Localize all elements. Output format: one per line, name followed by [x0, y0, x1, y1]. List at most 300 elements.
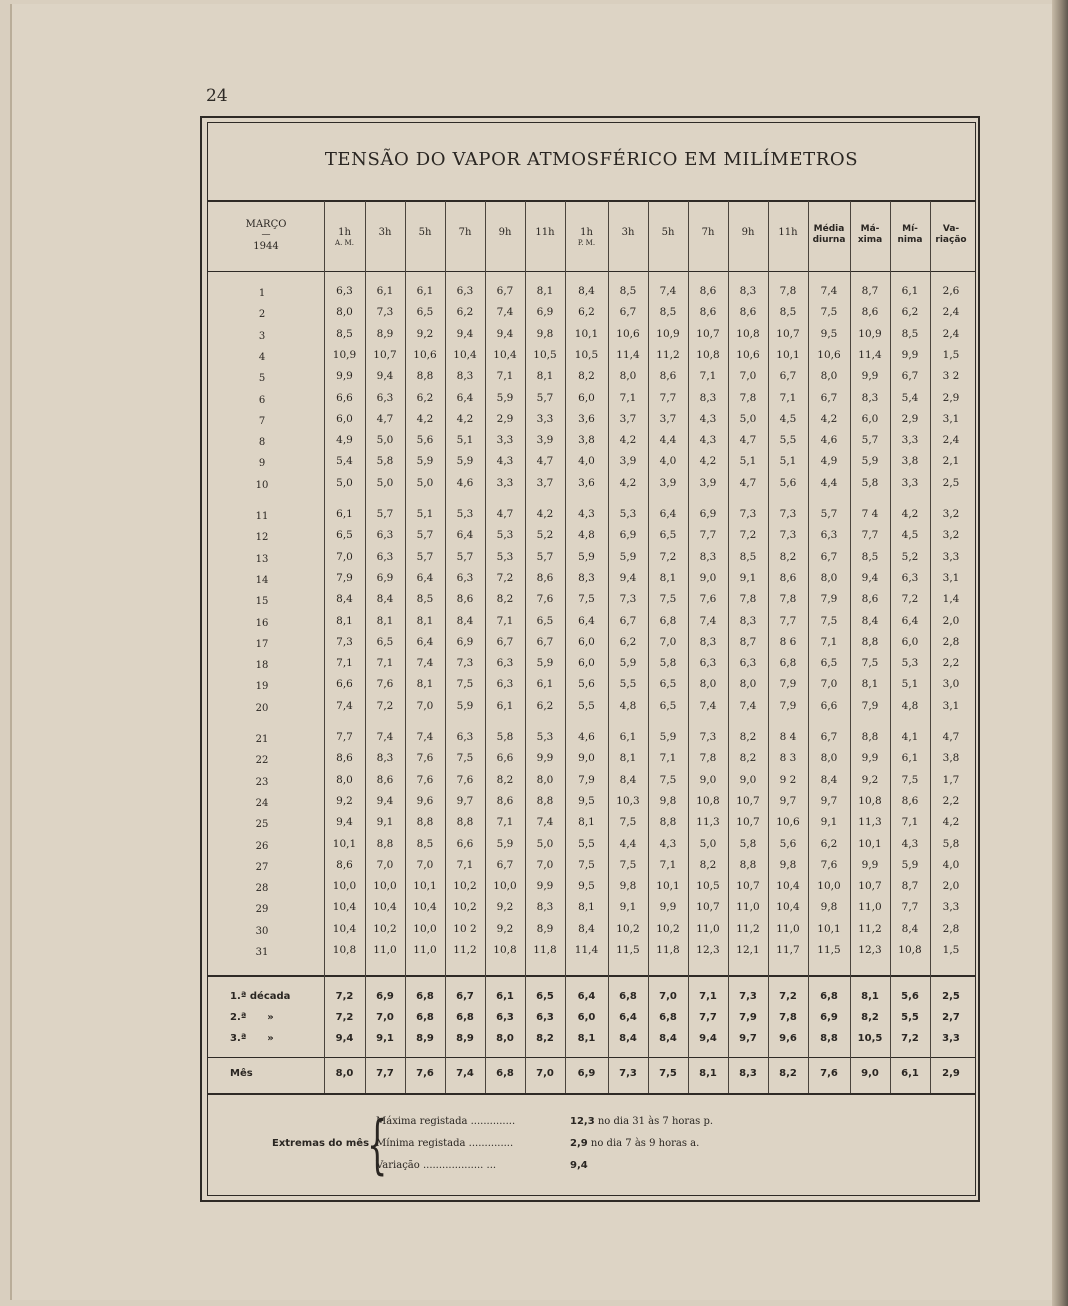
- table-cell: 2,1: [942, 455, 960, 468]
- table-cell: 6,4: [901, 614, 919, 627]
- table-cell: 5,9: [578, 550, 595, 563]
- table-cell: 9,4: [496, 327, 514, 340]
- table-cell: 7,8: [779, 593, 797, 606]
- table-cell: 3,6: [578, 412, 595, 425]
- table-cell: 10,4: [493, 348, 517, 361]
- summary-label: 2.ª »: [230, 1012, 274, 1023]
- row-day-label: 15: [255, 596, 269, 608]
- table-cell: 7,4: [820, 285, 838, 297]
- table-cell: 8,1: [336, 614, 353, 627]
- table-cell: 10,7: [776, 327, 800, 340]
- table-cell: 8,3: [739, 285, 757, 297]
- table-cell: 9,8: [779, 858, 797, 871]
- table-cell: 6,7: [901, 370, 919, 383]
- summary-cell: 9,7: [739, 1033, 757, 1044]
- table-cell: 9,2: [861, 773, 879, 786]
- table-cell: 7,1: [901, 816, 919, 829]
- table-cell: 3,3: [942, 550, 960, 563]
- table-cell: 8,8: [416, 816, 434, 829]
- table-cell: 11,4: [858, 348, 882, 361]
- table-cell: 10,9: [332, 348, 357, 361]
- table-cell: 7,4: [739, 699, 757, 712]
- table-cell: 8,1: [536, 285, 554, 297]
- table-cell: 8,1: [578, 816, 595, 829]
- table-cell: 1,7: [942, 773, 960, 786]
- table-cell: 4,6: [578, 731, 595, 743]
- table-cell: 10,8: [898, 944, 922, 956]
- summary-cell: 6,4: [577, 991, 596, 1002]
- header-col-7-sub: P. M.: [577, 239, 596, 247]
- table-cell: 6,7: [779, 370, 797, 383]
- table-cell: 8,0: [619, 370, 637, 383]
- table-cell: 4,4: [820, 476, 838, 489]
- table-cell: 10,4: [776, 880, 800, 893]
- table-cell: 5,3: [901, 657, 919, 670]
- table-cell: 6,7: [536, 635, 554, 648]
- table-cell: 9,6: [416, 794, 434, 807]
- table-cell: 6,9: [536, 306, 554, 319]
- table-cell: 7,0: [416, 699, 434, 712]
- table-cell: 8,2: [496, 773, 514, 786]
- table-cell: 5,7: [536, 391, 554, 404]
- table-cell: 7,0: [536, 858, 554, 871]
- table-cell: 6,1: [336, 508, 353, 520]
- table-cell: 8,4: [619, 773, 637, 786]
- table-cell: 2,9: [496, 412, 514, 425]
- table-cell: 10,0: [817, 880, 841, 893]
- table-cell: 8,1: [619, 752, 637, 765]
- table-cell: 10,0: [413, 922, 437, 935]
- row-day-label: 3: [258, 330, 266, 342]
- summary-label: Mês: [230, 1068, 253, 1079]
- table-cell: 10,5: [574, 348, 599, 361]
- table-cell: 8,3: [578, 571, 595, 584]
- row-day-label: 19: [255, 681, 269, 693]
- extremes-label: Variação ................... ...: [376, 1160, 497, 1171]
- table-cell: 2,5: [942, 476, 960, 489]
- table-cell: 4,5: [779, 412, 797, 425]
- table-cell: 9,2: [336, 794, 353, 807]
- summary-cell: 6,9: [577, 1068, 596, 1079]
- table-cell: 11,0: [373, 944, 397, 956]
- table-cell: 9,5: [820, 327, 838, 340]
- table-cell: 8,3: [376, 752, 394, 765]
- table-cell: 9,9: [659, 901, 677, 914]
- table-cell: 7,1: [496, 816, 514, 829]
- table-cell: 3,3: [496, 434, 514, 447]
- table-cell: 4,2: [619, 434, 637, 447]
- table-cell: 8,7: [861, 285, 879, 297]
- table-cell: 8,0: [739, 678, 757, 691]
- table-cell: 4,7: [739, 476, 757, 489]
- table-cell: 7,5: [659, 593, 677, 606]
- table-cell: 7,2: [739, 529, 757, 542]
- table-cell: 9,4: [619, 571, 637, 584]
- table-cell: 8,4: [336, 593, 353, 606]
- table-cell: 11,0: [776, 922, 800, 935]
- table-cell: 5,5: [578, 837, 595, 850]
- table-cell: 8,5: [659, 306, 677, 319]
- table-cell: 7,6: [456, 773, 474, 786]
- table-cell: 6,3: [739, 657, 757, 670]
- table-cell: 5,1: [416, 508, 434, 520]
- table-cell: 6,5: [416, 306, 434, 319]
- summary-cell: 6,9: [820, 1012, 838, 1023]
- table-cell: 10,4: [332, 901, 357, 914]
- table-cell: 4,0: [942, 858, 960, 871]
- table-cell: 9 2: [779, 773, 797, 786]
- row-day-label: 24: [255, 797, 269, 809]
- table-cell: 5,3: [619, 508, 637, 520]
- table-cell: 5,3: [536, 731, 554, 743]
- table-cell: 9,5: [578, 794, 595, 807]
- table-cell: 6,3: [336, 285, 353, 297]
- summary-cell: 7,7: [376, 1068, 394, 1079]
- header-col-1-sub: A. M.: [335, 239, 354, 247]
- table-cell: 8,6: [861, 593, 879, 606]
- table-cell: 8,5: [416, 837, 434, 850]
- table-cell: 4,8: [619, 699, 637, 712]
- summary-cell: 8,4: [659, 1033, 677, 1044]
- table-cell: 9,7: [456, 794, 474, 807]
- table-cell: 5,1: [901, 678, 919, 691]
- table-cell: 11,4: [574, 944, 599, 956]
- table-cell: 5,1: [779, 455, 797, 468]
- table-cell: 5,9: [416, 455, 434, 468]
- table-cell: 3,9: [536, 434, 554, 447]
- row-day-label: 25: [255, 819, 269, 831]
- table-cell: 4,7: [496, 508, 514, 520]
- table-cell: 5,9: [619, 657, 637, 670]
- table-cell: 5,7: [820, 508, 838, 520]
- table-title: TENSÃO DO VAPOR ATMOSFÉRICO EM MILÍMETROS: [324, 149, 859, 170]
- table-cell: 6,2: [619, 635, 637, 648]
- table-cell: 3,9: [619, 455, 637, 468]
- table-cell: 8,5: [619, 285, 637, 297]
- table-cell: 9,7: [779, 794, 797, 807]
- summary-cell: 6,1: [496, 991, 514, 1002]
- header-dash: —: [261, 230, 271, 240]
- table-cell: 8,0: [820, 370, 838, 383]
- table-cell: 8,6: [901, 794, 919, 807]
- table-cell: 5,8: [739, 837, 757, 850]
- header-col-8-main: 3h: [621, 227, 635, 238]
- table-cell: 6,9: [619, 529, 637, 542]
- table-cell: 4,4: [659, 434, 677, 447]
- table-cell: 9,9: [901, 348, 919, 361]
- table-cell: 10,9: [656, 327, 680, 340]
- table-cell: 6,0: [336, 412, 353, 425]
- table-cell: 7,1: [820, 635, 838, 648]
- row-day-label: 20: [255, 702, 269, 714]
- table-cell: 7,4: [376, 731, 394, 743]
- table-cell: 6,5: [820, 657, 838, 670]
- table-cell: 11,5: [616, 944, 640, 956]
- table-cell: 11,3: [858, 816, 882, 829]
- table-cell: 12,3: [696, 944, 720, 956]
- summary-cell: 7,3: [739, 991, 757, 1002]
- table-cell: 8,8: [456, 816, 474, 829]
- table-cell: 10,0: [493, 880, 517, 893]
- book-binding: [1052, 0, 1068, 1306]
- row-day-label: 5: [258, 373, 266, 385]
- table-cell: 5,1: [739, 455, 757, 468]
- summary-cell: 9,1: [376, 1033, 394, 1044]
- table-cell: 8,6: [336, 752, 353, 765]
- table-cell: 4,6: [820, 434, 838, 447]
- table-cell: 6,3: [376, 550, 394, 563]
- table-cell: 7,2: [901, 593, 919, 606]
- table-cell: 2,4: [942, 306, 960, 319]
- table-cell: 10,8: [696, 794, 720, 807]
- table-cell: 6,3: [496, 678, 514, 691]
- table-cell: 10,8: [696, 348, 720, 361]
- table-cell: 8,5: [901, 327, 919, 340]
- table-cell: 6,6: [336, 678, 353, 691]
- table-cell: 10,2: [373, 922, 397, 935]
- table-cell: 6,7: [496, 858, 514, 871]
- table-cell: 11,3: [696, 816, 720, 829]
- table-cell: 5,7: [416, 529, 434, 542]
- table-cell: 9,8: [536, 327, 554, 340]
- table-cell: 7,5: [456, 752, 474, 765]
- summary-cell: 6,8: [416, 1012, 434, 1023]
- table-cell: 2,0: [942, 880, 960, 893]
- table-cell: 10,5: [533, 348, 557, 361]
- table-cell: 11,8: [533, 944, 557, 956]
- table-cell: 2,0: [942, 614, 960, 627]
- table-cell: 5,8: [942, 837, 960, 850]
- table-cell: 6,0: [578, 391, 595, 404]
- table-cell: 5,9: [456, 455, 474, 468]
- table-cell: 8,1: [659, 571, 677, 584]
- table-cell: 10 2: [453, 922, 477, 935]
- table-cell: 5,0: [376, 434, 394, 447]
- header-col-15-sub: nima: [897, 235, 923, 245]
- table-cell: 10,2: [453, 880, 477, 893]
- table-cell: 8,1: [578, 901, 595, 914]
- row-day-label: 28: [255, 883, 269, 895]
- table-cell: 4,2: [699, 455, 717, 468]
- table-cell: 8,6: [456, 593, 474, 606]
- table-cell: 7,1: [659, 858, 677, 871]
- table-cell: 7,7: [699, 529, 717, 542]
- table-cell: 7,1: [496, 614, 514, 627]
- table-cell: 7,5: [861, 657, 879, 670]
- table-cell: 7,7: [861, 529, 879, 542]
- table-cell: 10,1: [332, 837, 357, 850]
- row-day-label: 1: [258, 288, 266, 299]
- table-cell: 7,0: [336, 550, 353, 563]
- table-cell: 8,8: [659, 816, 677, 829]
- table-cell: 5,7: [456, 550, 474, 563]
- table-cell: 6,8: [659, 614, 677, 627]
- table-cell: 10,7: [736, 816, 760, 829]
- table-cell: 10,4: [776, 901, 800, 914]
- table-cell: 5,8: [376, 455, 394, 468]
- header-col-11-main: 9h: [741, 227, 755, 238]
- table-cell: 7,9: [779, 678, 797, 691]
- table-cell: 9,9: [861, 752, 879, 765]
- table-cell: 7,8: [739, 593, 757, 606]
- table-cell: 10,1: [776, 348, 800, 361]
- table-cell: 6,4: [416, 635, 434, 648]
- extremes-value-note: no dia 7 às 9 horas a.: [587, 1138, 700, 1149]
- summary-cell: 6,4: [619, 1012, 637, 1023]
- summary-label: 3.ª »: [230, 1033, 274, 1044]
- table-cell: 7,4: [336, 699, 353, 712]
- table-cell: 10,2: [453, 901, 477, 914]
- table-cell: 8,2: [739, 731, 757, 743]
- table-cell: 6,6: [336, 391, 353, 404]
- table-cell: 11,0: [413, 944, 437, 956]
- table-cell: 8,4: [578, 922, 595, 935]
- header-col-3-main: 5h: [418, 227, 432, 238]
- table-cell: 8,6: [699, 285, 717, 297]
- summary-cell: 6,8: [619, 991, 637, 1002]
- table-cell: 5,7: [861, 434, 879, 447]
- table-cell: 6,2: [820, 837, 838, 850]
- table-cell: 5,4: [336, 455, 353, 468]
- table-cell: 10,6: [817, 348, 841, 361]
- table-cell: 7,5: [456, 678, 474, 691]
- summary-label: 1.ª década: [230, 991, 291, 1002]
- table-cell: 3,1: [942, 412, 960, 425]
- table-cell: 11,0: [858, 901, 882, 914]
- row-day-label: 14: [255, 574, 269, 586]
- table-cell: 10,7: [696, 327, 720, 340]
- table-cell: 4,3: [496, 455, 514, 468]
- summary-cell: 6,5: [536, 991, 554, 1002]
- table-cell: 5,0: [376, 476, 394, 489]
- table-cell: 6,8: [779, 657, 797, 670]
- table-cell: 8,4: [861, 614, 879, 627]
- table-cell: 9,1: [619, 901, 637, 914]
- summary-cell: 6,8: [496, 1068, 514, 1079]
- table-cell: 6,1: [496, 699, 514, 712]
- summary-cell: 7,9: [739, 1012, 757, 1023]
- extremes-value: [570, 1160, 588, 1171]
- table-cell: 8,8: [739, 858, 757, 871]
- table-cell: 8,1: [416, 678, 434, 691]
- table-cell: 6,7: [820, 391, 838, 404]
- table-cell: 4,9: [336, 434, 353, 447]
- table-cell: 7,3: [779, 508, 797, 520]
- table-cell: 9,9: [861, 370, 879, 383]
- summary-cell: 9,4: [699, 1033, 717, 1044]
- table-cell: 9,4: [376, 794, 394, 807]
- table-cell: 7,4: [699, 699, 717, 712]
- extremes-label: Mínima registada ..............: [376, 1138, 514, 1149]
- table-cell: 5,7: [376, 508, 394, 520]
- table-cell: 7,4: [536, 816, 554, 829]
- table-cell: 6,1: [619, 731, 637, 743]
- table-cell: 7,5: [578, 593, 595, 606]
- table-cell: 6,3: [496, 657, 514, 670]
- row-day-label: 17: [255, 638, 269, 650]
- summary-cell: 8,9: [456, 1033, 474, 1044]
- table-cell: 4,9: [820, 455, 838, 468]
- table-cell: 5,0: [536, 837, 554, 850]
- table-cell: 6,4: [456, 391, 474, 404]
- table-cell: 11,2: [736, 922, 760, 935]
- summary-cell: 3,3: [942, 1033, 960, 1044]
- table-cell: 10,4: [413, 901, 437, 914]
- summary-cell: 8,3: [739, 1068, 757, 1079]
- table-cell: 8,6: [336, 858, 353, 871]
- table-cell: 10,4: [373, 901, 397, 914]
- table-cell: 5,6: [779, 476, 797, 489]
- header-col-6-main: 11h: [535, 227, 555, 238]
- table-cell: 2,8: [942, 635, 960, 648]
- summary-cell: 6,8: [456, 1012, 474, 1023]
- table-cell: 7,3: [739, 508, 757, 520]
- table-cell: 6,7: [820, 731, 838, 743]
- table-cell: 4,3: [699, 412, 717, 425]
- table-cell: 7,4: [416, 731, 434, 743]
- table-cell: 10,8: [493, 944, 517, 956]
- table-cell: 7,6: [416, 752, 434, 765]
- table-cell: 5,8: [496, 731, 514, 743]
- table-cell: 6,3: [376, 391, 394, 404]
- table-cell: 5,0: [699, 837, 717, 850]
- table-cell: 10,6: [616, 327, 640, 340]
- table-cell: 4,5: [901, 529, 919, 542]
- table-cell: 3,9: [659, 476, 677, 489]
- table-cell: 6,1: [536, 678, 554, 691]
- table-cell: 12,3: [858, 944, 882, 956]
- table-cell: 5,9: [456, 699, 474, 712]
- row-day-label: 26: [255, 840, 269, 852]
- table-cell: 8,1: [376, 614, 394, 627]
- table-cell: 10,8: [858, 794, 882, 807]
- header-col-14-sub: xima: [857, 235, 883, 245]
- table-cell: 9,4: [376, 370, 394, 383]
- summary-cell: 6,1: [901, 1068, 919, 1079]
- table-cell: 11,5: [817, 944, 841, 956]
- table-cell: 2,2: [942, 657, 960, 670]
- table-cell: 10,1: [817, 922, 841, 935]
- summary-cell: 8,1: [699, 1068, 717, 1079]
- table-cell: 7,9: [779, 699, 797, 712]
- table-cell: 7,5: [901, 773, 919, 786]
- table-cell: 6,6: [820, 699, 838, 712]
- table-cell: 11,2: [453, 944, 477, 956]
- row-day-label: 16: [255, 617, 269, 629]
- summary-cell: 2,9: [942, 1068, 960, 1079]
- table-cell: 8,6: [496, 794, 514, 807]
- table-cell: 8,2: [739, 752, 757, 765]
- table-cell: 5,3: [456, 508, 474, 520]
- table-cell: 9,9: [336, 370, 353, 383]
- table-cell: 8,4: [901, 922, 919, 935]
- table-cell: 8,0: [336, 773, 353, 786]
- table-cell: 7,1: [779, 391, 797, 404]
- table-cell: 8,3: [739, 614, 757, 627]
- table-cell: 2,4: [942, 434, 960, 447]
- table-cell: 7,9: [820, 593, 838, 606]
- table-cell: 8,0: [336, 306, 353, 319]
- table-cell: 11,4: [616, 348, 640, 361]
- table-cell: 4,2: [820, 412, 838, 425]
- table-cell: 6,5: [659, 699, 677, 712]
- extremes-value: [570, 1116, 713, 1127]
- table-cell: 6,4: [578, 614, 595, 627]
- summary-cell: 2,5: [942, 991, 960, 1002]
- table-cell: 9,2: [416, 327, 434, 340]
- table-cell: 5,1: [456, 434, 474, 447]
- header-col-5-main: 9h: [498, 227, 512, 238]
